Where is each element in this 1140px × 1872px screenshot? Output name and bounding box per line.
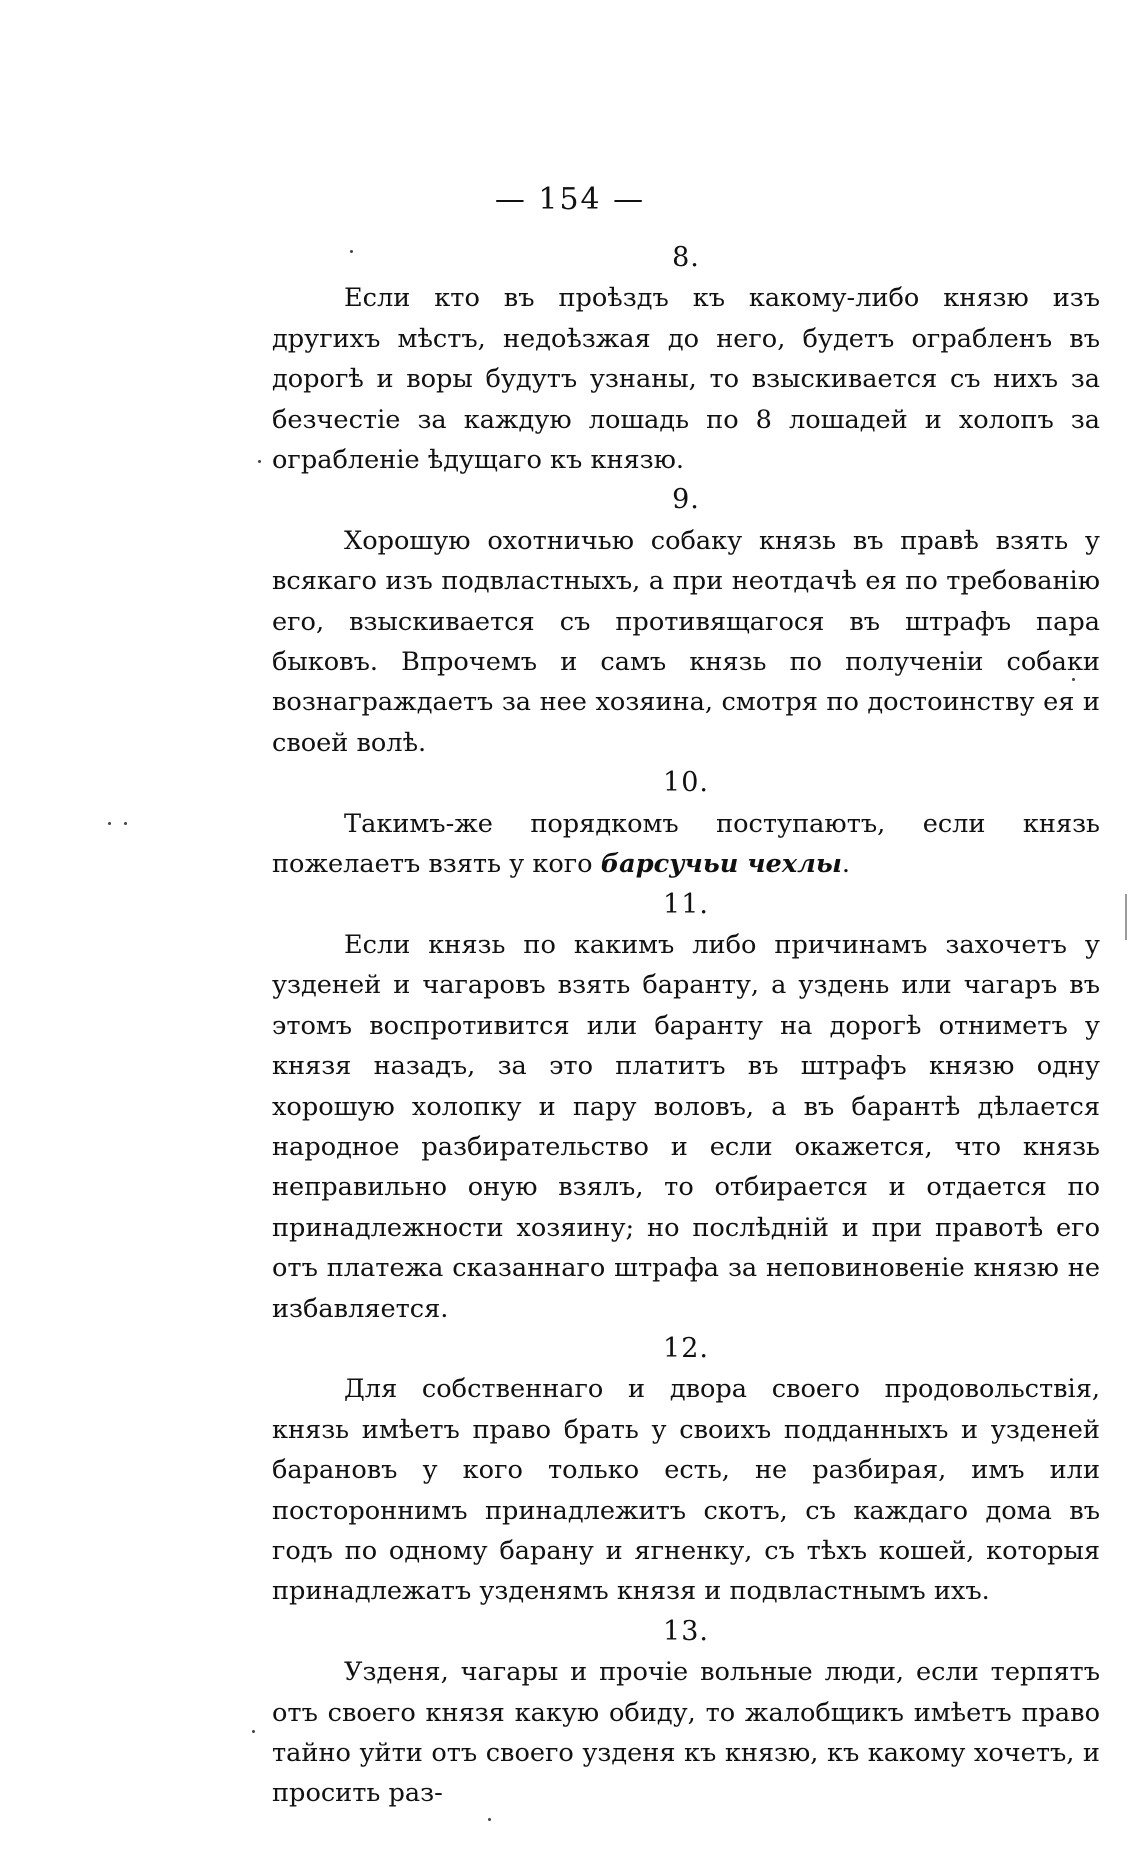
scan-artifact-line — [1125, 894, 1127, 940]
print-speck — [108, 822, 111, 825]
section-text: Хорошую охотничью собаку князь въ правѣ взять у всякаго изъ подвластныхъ, а при неотдачѣ ея по требованію его, взыскивается съ противящагося въ штрафъ пара быковъ. Впрочемъ и самъ князь по полученіи собаки вознаграждаетъ за нее хозяина, смотря по достоинству ея и своей волѣ. — [272, 525, 1100, 758]
print-speck — [252, 1730, 255, 1733]
section-text: Для собственнаго и двора своего продовольствія, князь имѣетъ право брать у своихъ подданныхъ и узденей барановъ у кого только есть, не разбирая, имъ или постороннимъ принадлежитъ скотъ, съ каждаго дома въ годъ по одному барану и ягненку, съ тѣхъ кошей, которыя принадлежатъ узденямъ князя и подвластнымъ ихъ. — [272, 1374, 1100, 1607]
section-text: Если князь по какимъ либо причинамъ захочетъ у узденей и чагаровъ взять баранту, а уздень или чагаръ въ этомъ воспротивится или баранту на дорогѣ отниметъ у князя назадъ, за это платитъ въ штрафъ князю одну хорошую холопку и пару воловъ, а въ барантѣ дѣлается народное разбирательство и если окажется, что князь неправильно оную взялъ, то отбирается и отдается по принадлежности хозяину; но послѣдній и при правотѣ его отъ платежа сказаннаго штрафа за неповиновеніе князю не избавляется. — [272, 929, 1100, 1324]
section-number: 10. — [663, 767, 709, 799]
section-number: 8. — [672, 242, 700, 273]
page-number: — 154 — — [494, 182, 646, 217]
emphasized-phrase: барсучьи чехлы — [600, 849, 842, 880]
print-speck — [488, 1818, 491, 1821]
page-body — [272, 238, 1100, 1814]
print-speck — [258, 460, 261, 463]
section-number: 11. — [663, 888, 709, 920]
section-text: Узденя, чагары и прочіе вольные люди, если терпятъ отъ своего князя какую обиду, то жалобщикъ имѣетъ право тайно уйти отъ своего узденя къ князю, къ какому хочетъ, и просить раз- — [272, 1657, 1100, 1809]
section-text: Если кто въ проѣздъ къ какому-либо князю изъ другихъ мѣстъ, недоѣзжая до него, будетъ ограбленъ въ дорогѣ и воры будутъ узнаны, то взыскивается съ нихъ за безчестіе за каждую лошадь по 8 лошадей и холопъ за ограбленіе ѣдущаго къ князю. — [272, 283, 1100, 476]
section-text-part: . — [841, 849, 851, 880]
section-number: 12. — [663, 1332, 709, 1364]
section-text — [272, 804, 1100, 885]
section-number: 13. — [663, 1615, 709, 1647]
section-text-part: Такимъ-же порядкомъ поступаютъ, если князь пожелаетъ взять у кого — [272, 808, 1100, 880]
print-speck — [124, 822, 127, 825]
section-number: 9. — [672, 484, 700, 516]
